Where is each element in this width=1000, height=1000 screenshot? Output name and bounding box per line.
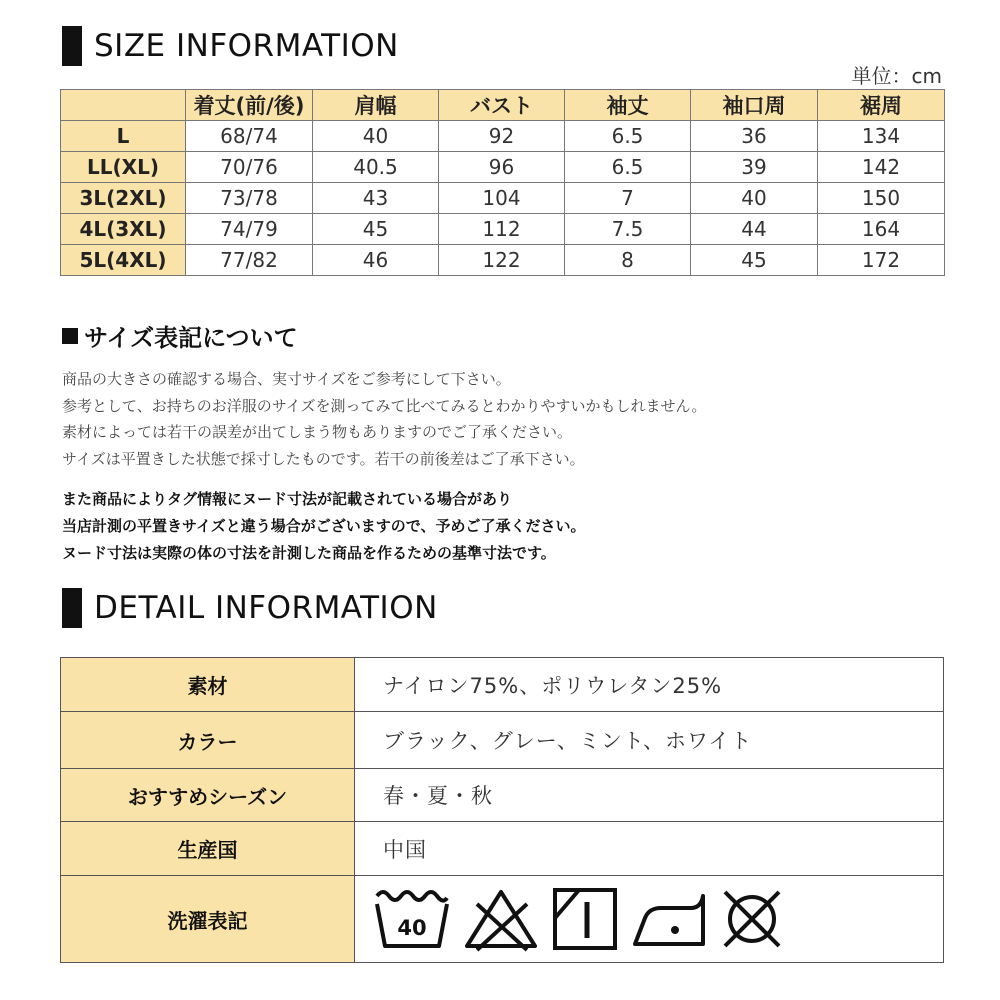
size-table — [60, 89, 945, 276]
table-cell: 6.5 — [565, 121, 691, 152]
table-row — [61, 214, 945, 245]
table-cell: 45 — [313, 214, 439, 245]
column-header: 袖口周 — [691, 90, 818, 121]
size-info-title: SIZE INFORMATION — [94, 28, 399, 64]
note-line-bold: また商品によりタグ情報にヌード寸法が記載されている場合があり — [62, 490, 513, 508]
unit-label: 単位：cm — [851, 64, 942, 88]
iron-low-icon — [631, 886, 707, 952]
note-line: 参考として、お持ちのお洋服のサイズを測ってみて比べてみるとわかりやすいかもしれません。 — [62, 396, 707, 415]
table-cell: 39 — [691, 152, 818, 183]
detail-label: 生産国 — [61, 822, 355, 876]
detail-info-heading — [62, 588, 438, 628]
table-cell: 164 — [818, 214, 945, 245]
note-line: サイズは平置きした状態で採寸したものです。若干の前後差はご了承下さい。 — [62, 449, 585, 468]
table-cell: 8 — [565, 245, 691, 276]
table-cell: 77/82 — [186, 245, 313, 276]
table-cell: 73/78 — [186, 183, 313, 214]
size-label: 4L(3XL) — [61, 214, 186, 245]
table-cell: 68/74 — [186, 121, 313, 152]
table-cell: 74/79 — [186, 214, 313, 245]
detail-info-title: DETAIL INFORMATION — [94, 590, 438, 626]
table-row — [61, 121, 945, 152]
heading-bar — [62, 26, 82, 66]
column-header: 肩幅 — [313, 90, 439, 121]
table-row — [61, 152, 945, 183]
table-row — [61, 658, 944, 712]
size-info-heading — [62, 26, 399, 66]
detail-value: ブラック、グレー、ミント、ホワイト — [355, 712, 944, 769]
table-cell: 40.5 — [313, 152, 439, 183]
line-dry-icon — [551, 886, 619, 952]
detail-value: 春・夏・秋 — [355, 769, 944, 822]
table-row — [61, 183, 945, 214]
table-cell: 44 — [691, 214, 818, 245]
table-cell: 172 — [818, 245, 945, 276]
note-line: 商品の大きさの確認する場合、実寸サイズをご参考にして下さい。 — [62, 370, 511, 388]
detail-label: おすすめシーズン — [61, 769, 355, 822]
care-symbols-cell — [355, 876, 944, 963]
table-cell: 112 — [439, 214, 565, 245]
detail-label: 洗濯表記 — [61, 876, 355, 963]
no-dry-clean-icon — [719, 886, 785, 952]
size-notes-heading — [62, 318, 298, 353]
wash-temp: 40 — [397, 916, 427, 940]
note-line-bold: ヌード寸法は実際の体の寸法を計測した商品を作るための基準寸法です。 — [62, 544, 556, 562]
size-label: 5L(4XL) — [61, 245, 186, 276]
table-cell: 36 — [691, 121, 818, 152]
table-row — [61, 712, 944, 769]
size-table-header — [61, 90, 945, 121]
table-cell: 104 — [439, 183, 565, 214]
square-bullet-icon — [62, 328, 78, 344]
nude-size-notes — [62, 486, 586, 567]
table-cell: 40 — [313, 121, 439, 152]
care-symbols — [355, 886, 943, 952]
table-row — [61, 769, 944, 822]
detail-value: 中国 — [355, 822, 944, 876]
size-notes-title: サイズ表記について — [84, 324, 298, 352]
table-cell: 40 — [691, 183, 818, 214]
table-row — [61, 822, 944, 876]
table-cell: 6.5 — [565, 152, 691, 183]
table-cell: 43 — [313, 183, 439, 214]
table-cell: 46 — [313, 245, 439, 276]
note-line: 素材によっては若干の誤差が出てしまう物もありますのでご了承ください。 — [62, 423, 573, 441]
table-cell: 122 — [439, 245, 565, 276]
note-line-bold: 当店計測の平置きサイズと違う場合がございますので、予めご了承ください。 — [62, 517, 586, 535]
table-cell: 45 — [691, 245, 818, 276]
table-cell: 70/76 — [186, 152, 313, 183]
detail-value: ナイロン75%、ポリウレタン25% — [355, 658, 944, 712]
table-row — [61, 876, 944, 963]
table-cell: 150 — [818, 183, 945, 214]
header-corner — [61, 90, 186, 121]
detail-table — [60, 657, 944, 963]
detail-label: 素材 — [61, 658, 355, 712]
size-label: LL(XL) — [61, 152, 186, 183]
table-cell: 134 — [818, 121, 945, 152]
table-cell: 142 — [818, 152, 945, 183]
size-label: L — [61, 121, 186, 152]
size-label: 3L(2XL) — [61, 183, 186, 214]
column-header: 裾周 — [818, 90, 945, 121]
table-cell: 96 — [439, 152, 565, 183]
heading-bar — [62, 588, 82, 628]
detail-label: カラー — [61, 712, 355, 769]
column-header: 袖丈 — [565, 90, 691, 121]
wash-40-icon — [373, 886, 451, 952]
table-cell: 92 — [439, 121, 565, 152]
column-header: 着丈(前/後) — [186, 90, 313, 121]
table-cell: 7 — [565, 183, 691, 214]
column-header: バスト — [439, 90, 565, 121]
table-cell: 7.5 — [565, 214, 691, 245]
size-notes — [62, 366, 706, 472]
table-row — [61, 245, 945, 276]
no-bleach-icon — [463, 886, 539, 952]
